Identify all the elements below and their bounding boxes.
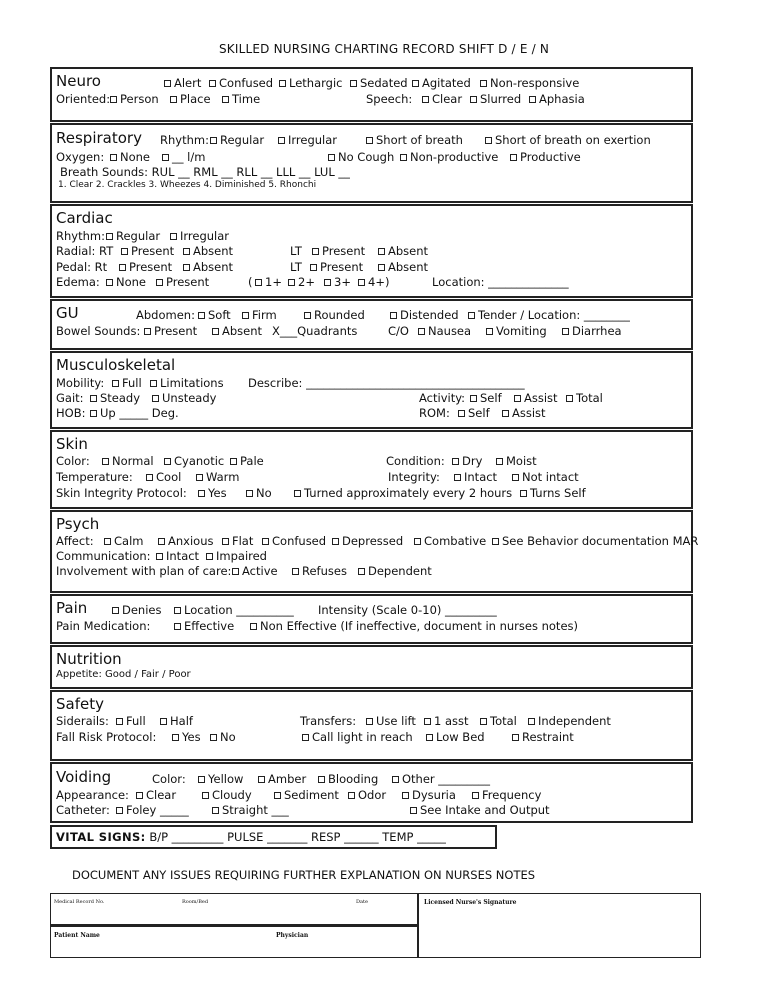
option-label: Not intact [522, 470, 579, 484]
option-label: Combative [424, 534, 487, 548]
option-not-intact[interactable] [512, 470, 579, 484]
option-oxygen-lm[interactable] [162, 150, 205, 164]
option-productive[interactable] [510, 150, 581, 164]
option-label: Odor [358, 788, 387, 802]
option-clear[interactable] [422, 92, 462, 106]
option-foley[interactable] [116, 803, 189, 817]
abdomen-label: Abdomen: [136, 308, 195, 322]
section-safety [50, 690, 693, 761]
option-label: Firm [252, 308, 277, 322]
option-label: See Intake and Output [420, 803, 550, 817]
option-blooding[interactable] [318, 772, 378, 786]
option-short-of-breath[interactable] [366, 133, 463, 147]
color-label: Color: [56, 454, 90, 468]
option-edema-3plus[interactable] [324, 275, 351, 289]
option-label: Dysuria [412, 788, 456, 802]
option-label: Total [490, 714, 517, 728]
option-label: No [220, 730, 236, 744]
option-label: Intact [464, 470, 498, 484]
option-bowel-absent[interactable] [212, 324, 262, 338]
option-label: Distended [400, 308, 459, 322]
section-heading-cardiac: Cardiac [56, 209, 113, 227]
option-limitations[interactable] [150, 376, 224, 390]
option-label: Clear [432, 92, 463, 106]
describe-field[interactable]: Describe: ______________________________________ [248, 376, 525, 390]
option-pedal-rt-absent[interactable] [183, 260, 233, 274]
option-location[interactable] [174, 603, 294, 617]
option-yes[interactable] [172, 730, 201, 744]
option-straight[interactable] [212, 803, 289, 817]
option-label: Turned approximately every 2 hours [304, 486, 513, 500]
option-alert[interactable] [164, 76, 201, 90]
option-regular[interactable] [106, 229, 160, 243]
option-label: None [120, 150, 151, 164]
skin-protocol-label: Skin Integrity Protocol: [56, 486, 187, 500]
option-time[interactable] [222, 92, 260, 106]
option-vomiting[interactable] [486, 324, 547, 338]
option-edema-2plus[interactable] [288, 275, 315, 289]
option-irregular[interactable] [278, 133, 337, 147]
option-label: Intact [166, 549, 200, 563]
option-edema-none[interactable] [106, 275, 146, 289]
appetite-field[interactable]: Appetite: Good / Fair / Poor [56, 669, 191, 680]
option-odor[interactable] [348, 788, 386, 802]
option-label: Cyanotic [174, 454, 225, 468]
option-label: Regular [116, 229, 161, 243]
option-normal[interactable] [102, 454, 154, 468]
option-label: Full [126, 714, 146, 728]
option-label: Dry [462, 454, 483, 468]
section-heading-pain: Pain [56, 599, 88, 617]
option-full[interactable] [112, 376, 142, 390]
vital-signs-label: VITAL SIGNS: [56, 830, 146, 844]
option-dysuria[interactable] [402, 788, 456, 802]
option-label: Diarrhea [572, 324, 622, 338]
section-heading-skin: Skin [56, 435, 88, 453]
option-label: Independent [538, 714, 611, 728]
option-frequency[interactable] [472, 788, 541, 802]
pedal-label: Pedal: Rt [56, 260, 108, 274]
option-slurred[interactable] [470, 92, 521, 106]
physician-label[interactable]: Physician [276, 932, 309, 939]
option-warm[interactable] [196, 470, 239, 484]
section-heading-neuro: Neuro [56, 72, 101, 90]
option-label: Short of breath on exertion [495, 133, 651, 147]
option-oxygen-none[interactable] [110, 150, 150, 164]
option-activity-assist[interactable] [514, 391, 558, 405]
option-label: Turns Self [530, 486, 586, 500]
option-radial-rt-absent[interactable] [183, 244, 233, 258]
rhythm-label: Rhythm: [56, 229, 105, 243]
option-irregular[interactable] [170, 229, 229, 243]
option-label: Sedated [360, 76, 408, 90]
section-heading-gu: GU [56, 304, 79, 322]
form-title: SKILLED NURSING CHARTING RECORD SHIFT D / E / N [218, 42, 550, 56]
option-label: Non-responsive [490, 76, 580, 90]
transfers-label: Transfers: [300, 714, 357, 728]
option-dependent[interactable] [358, 564, 432, 578]
section-heading-safety: Safety [56, 695, 104, 713]
option-full[interactable] [116, 714, 146, 728]
section-psych [50, 510, 699, 593]
temperature-label: Temperature: [56, 470, 133, 484]
option-label: 2+ [298, 275, 315, 289]
section-cardiac [50, 204, 693, 298]
option-use-lift[interactable] [366, 714, 416, 728]
option-dry[interactable] [452, 454, 482, 468]
nurse-signature-label[interactable]: Licensed Nurse's Signature [424, 899, 517, 906]
affect-label: Affect: [56, 534, 94, 548]
paren: ( [248, 275, 253, 289]
option-label: Aphasia [539, 92, 585, 106]
option-label: Assist [512, 406, 546, 420]
option-label: No Cough [338, 150, 395, 164]
option-label: Short of breath [376, 133, 463, 147]
option-nausea[interactable] [418, 324, 471, 338]
option-yellow[interactable] [198, 772, 243, 786]
option-turned[interactable] [294, 486, 512, 500]
section-nutrition [50, 645, 693, 689]
option-flat[interactable] [222, 534, 253, 548]
option-impaired[interactable] [206, 549, 267, 563]
rom-label: ROM: [419, 406, 450, 420]
option-low-bed[interactable] [426, 730, 485, 744]
option-other[interactable] [392, 772, 490, 786]
option-label: Cool [156, 470, 182, 484]
option-label: Pale [240, 454, 264, 468]
option-label: Regular [220, 133, 265, 147]
option-label: Active [242, 564, 278, 578]
option-radial-lt-present[interactable] [312, 244, 365, 258]
option-turns-self[interactable] [520, 486, 586, 500]
siderails-label: Siderails: [56, 714, 109, 728]
section-heading-nutrition: Nutrition [56, 650, 122, 668]
appearance-label: Appearance: [56, 788, 129, 802]
option-half[interactable] [160, 714, 193, 728]
option-label: Half [170, 714, 193, 728]
section-heading-musculoskeletal: Musculoskeletal [56, 356, 176, 374]
option-confused[interactable] [262, 534, 326, 548]
vital-signs-row[interactable] [50, 825, 497, 849]
option-label: Unsteady [162, 391, 217, 405]
option-label: Straight ___ [222, 803, 289, 817]
patient-name-label[interactable]: Patient Name [54, 932, 100, 939]
option-label: Present [129, 260, 173, 274]
option-label: Steady [100, 391, 141, 405]
option-no[interactable] [246, 486, 272, 500]
edema-label: Edema: [56, 275, 100, 289]
option-intake-output[interactable] [410, 803, 550, 817]
option-total[interactable] [480, 714, 517, 728]
fall-risk-label: Fall Risk Protocol: [56, 730, 157, 744]
option-diarrhea[interactable] [562, 324, 622, 338]
integrity-label: Integrity: [388, 470, 440, 484]
option-label: Absent [388, 244, 429, 258]
option-agitated[interactable] [412, 76, 471, 90]
option-1-asst[interactable] [424, 714, 469, 728]
option-no-cough[interactable] [328, 150, 394, 164]
option-label: Slurred [480, 92, 522, 106]
option-label: Present [131, 244, 175, 258]
option-label: Effective [184, 619, 235, 633]
section-heading-voiding: Voiding [56, 768, 112, 786]
option-combative[interactable] [414, 534, 486, 548]
option-label: Flat [232, 534, 254, 548]
option-label: Present [320, 260, 364, 274]
option-sediment[interactable] [274, 788, 339, 802]
option-label: See Behavior documentation MAR [502, 534, 699, 548]
option-label: Lethargic [289, 76, 343, 90]
breath-sounds[interactable]: Breath Sounds: RUL __ RML __ RLL __ LLL __ LUL __ [60, 165, 350, 179]
option-label: Denies [122, 603, 162, 617]
intensity-field[interactable]: Intensity (Scale 0-10) _________ [318, 603, 497, 617]
option-firm[interactable] [242, 308, 277, 322]
option-label: Irregular [288, 133, 338, 147]
option-label: Foley _____ [126, 803, 189, 817]
option-edema-1plus[interactable] [255, 275, 282, 289]
section-voiding [50, 762, 693, 823]
edema-location-field[interactable]: Location: ______________ [432, 275, 569, 289]
lt-label: LT [290, 244, 302, 258]
option-label: Amber [268, 772, 307, 786]
quadrants-field[interactable]: X___Quadrants [272, 324, 358, 338]
option-label: Dependent [368, 564, 432, 578]
option-distended[interactable] [390, 308, 459, 322]
option-label: 1+ [265, 275, 282, 289]
involvement-label: Involvement with plan of care: [56, 564, 232, 578]
option-label: Cloudy [212, 788, 252, 802]
option-label: Total [576, 391, 603, 405]
option-label: Present [166, 275, 210, 289]
option-label: Warm [206, 470, 240, 484]
option-steady[interactable] [90, 391, 140, 405]
bowel-sounds-label: Bowel Sounds: [56, 324, 141, 338]
option-rom-self[interactable] [458, 406, 490, 420]
option-depressed[interactable] [332, 534, 403, 548]
oriented-label: Oriented: [56, 92, 111, 106]
option-activity-total[interactable] [566, 391, 603, 405]
option-non-effective[interactable] [250, 619, 578, 633]
option-no[interactable] [210, 730, 236, 744]
option-label: Limitations [160, 376, 224, 390]
oxygen-label: Oxygen: [56, 150, 105, 164]
option-non-responsive[interactable] [480, 76, 579, 90]
option-label: Clear [146, 788, 177, 802]
option-calm[interactable] [104, 534, 143, 548]
breath-sounds-legend: 1. Clear 2. Crackles 3. Wheezes 4. Diminished 5. Rhonchi [58, 180, 317, 190]
option-lethargic[interactable] [279, 76, 342, 90]
option-label: Person [120, 92, 159, 106]
option-radial-lt-absent[interactable] [378, 244, 428, 258]
option-denies[interactable] [112, 603, 161, 617]
option-label: Up _____ Deg. [100, 406, 179, 420]
option-label: Frequency [482, 788, 542, 802]
gait-label: Gait: [56, 391, 84, 405]
option-call-light[interactable] [302, 730, 413, 744]
option-sob-exertion[interactable] [485, 133, 651, 147]
option-label: Tender / Location: ________ [478, 308, 630, 322]
section-heading-respiratory: Respiratory [56, 129, 142, 147]
option-label: Self [480, 391, 502, 405]
lt-label: LT [290, 260, 302, 274]
option-see-behavior[interactable] [492, 534, 698, 548]
room-bed-label[interactable]: Room/Bed [182, 899, 209, 905]
option-moist[interactable] [496, 454, 537, 468]
nurses-notes-instruction: DOCUMENT ANY ISSUES REQUIRING FURTHER EXPLANATION ON NURSES NOTES [72, 868, 536, 882]
option-person[interactable] [110, 92, 159, 106]
option-radial-rt-present[interactable] [121, 244, 174, 258]
section-heading-psych: Psych [56, 515, 100, 533]
pain-medication-label: Pain Medication: [56, 619, 151, 633]
option-label: Present [154, 324, 198, 338]
option-rom-assist[interactable] [502, 406, 546, 420]
option-label: Agitated [422, 76, 471, 90]
section-respiratory [50, 123, 693, 203]
divider [50, 924, 418, 927]
option-cool[interactable] [146, 470, 181, 484]
section-musculoskeletal [50, 351, 693, 429]
option-label: Confused [219, 76, 274, 90]
option-hob-up[interactable] [90, 406, 179, 420]
option-label: Restraint [522, 730, 574, 744]
option-edema-present[interactable] [156, 275, 209, 289]
option-label: Yes [182, 730, 201, 744]
option-label: Confused [272, 534, 327, 548]
option-label: No [256, 486, 272, 500]
option-label: 4+) [368, 275, 390, 289]
option-label: Use lift [376, 714, 416, 728]
option-pedal-rt-present[interactable] [119, 260, 172, 274]
section-skin [50, 430, 693, 509]
option-label: Low Bed [436, 730, 485, 744]
section-gu [50, 299, 693, 350]
communication-label: Communication: [56, 549, 151, 563]
option-label: Place [180, 92, 211, 106]
option-label: Impaired [216, 549, 267, 563]
option-regular[interactable] [210, 133, 264, 147]
option-label: None [116, 275, 147, 289]
option-label: Nausea [428, 324, 472, 338]
hob-label: HOB: [56, 406, 86, 420]
option-label: Vomiting [496, 324, 547, 338]
option-label: Assist [524, 391, 558, 405]
option-cyanotic[interactable] [164, 454, 224, 468]
option-non-productive[interactable] [400, 150, 498, 164]
option-label: Moist [506, 454, 537, 468]
option-rounded[interactable] [304, 308, 365, 322]
option-label: Self [468, 406, 490, 420]
option-active[interactable] [232, 564, 278, 578]
option-label: Yes [208, 486, 227, 500]
option-label: Anxious [168, 534, 214, 548]
option-activity-self[interactable] [470, 391, 502, 405]
rhythm-label: Rhythm: [160, 133, 209, 147]
section-neuro [50, 67, 693, 122]
option-effective[interactable] [174, 619, 234, 633]
option-label: Location __________ [184, 603, 294, 617]
option-label: Refuses [302, 564, 347, 578]
date-label[interactable]: Date [356, 899, 368, 905]
option-label: Absent [222, 324, 263, 338]
option-label: Absent [193, 244, 234, 258]
option-label: Time [232, 92, 261, 106]
color-label: Color: [152, 772, 186, 786]
option-label: Sediment [284, 788, 339, 802]
option-label: Present [322, 244, 366, 258]
option-yes[interactable] [198, 486, 227, 500]
option-label: Call light in reach [312, 730, 413, 744]
option-pedal-lt-absent[interactable] [378, 260, 428, 274]
section-pain [50, 594, 693, 644]
option-edema-4plus[interactable] [358, 275, 389, 289]
option-pedal-lt-present[interactable] [310, 260, 363, 274]
option-clear[interactable] [136, 788, 176, 802]
option-label: Productive [520, 150, 581, 164]
activity-label: Activity: [419, 391, 466, 405]
radial-label: Radial: RT [56, 244, 114, 258]
option-label: Depressed [342, 534, 404, 548]
option-place[interactable] [170, 92, 211, 106]
option-label: Absent [193, 260, 234, 274]
option-label: Normal [112, 454, 154, 468]
option-bowel-present[interactable] [144, 324, 197, 338]
option-restraint[interactable] [512, 730, 574, 744]
option-label: 3+ [334, 275, 351, 289]
option-pale[interactable] [230, 454, 264, 468]
option-label: Absent [388, 260, 429, 274]
option-label: Irregular [180, 229, 230, 243]
option-tender[interactable] [468, 308, 630, 322]
speech-label: Speech: [366, 92, 413, 106]
option-label: Full [122, 376, 142, 390]
co-label: C/O [388, 324, 409, 338]
option-independent[interactable] [528, 714, 611, 728]
option-label: 1 asst [434, 714, 469, 728]
option-intact[interactable] [156, 549, 199, 563]
option-label: Non-productive [410, 150, 499, 164]
option-refuses[interactable] [292, 564, 347, 578]
option-label: Soft [208, 308, 231, 322]
option-label: Alert [174, 76, 202, 90]
option-label: Yellow [208, 772, 244, 786]
option-label: Non Effective (If ineffective, document in nurses notes) [260, 619, 578, 633]
option-label: Blooding [328, 772, 379, 786]
option-anxious[interactable] [158, 534, 213, 548]
option-label: Calm [114, 534, 144, 548]
option-label: Rounded [314, 308, 365, 322]
option-sedated[interactable] [350, 76, 408, 90]
option-cloudy[interactable] [202, 788, 252, 802]
option-intact[interactable] [454, 470, 497, 484]
vital-signs-fields: B/P _________ PULSE _______ RESP ______ TEMP _____ [149, 830, 446, 844]
option-amber[interactable] [258, 772, 306, 786]
option-aphasia[interactable] [529, 92, 585, 106]
option-confused[interactable] [209, 76, 273, 90]
mobility-label: Mobility: [56, 376, 105, 390]
medical-record-label[interactable]: Medical Record No. [54, 899, 105, 905]
catheter-label: Catheter: [56, 803, 110, 817]
condition-label: Condition: [386, 454, 445, 468]
option-label: __ l/m [172, 150, 206, 164]
option-label: Other _________ [402, 772, 491, 786]
option-soft[interactable] [198, 308, 231, 322]
option-unsteady[interactable] [152, 391, 216, 405]
